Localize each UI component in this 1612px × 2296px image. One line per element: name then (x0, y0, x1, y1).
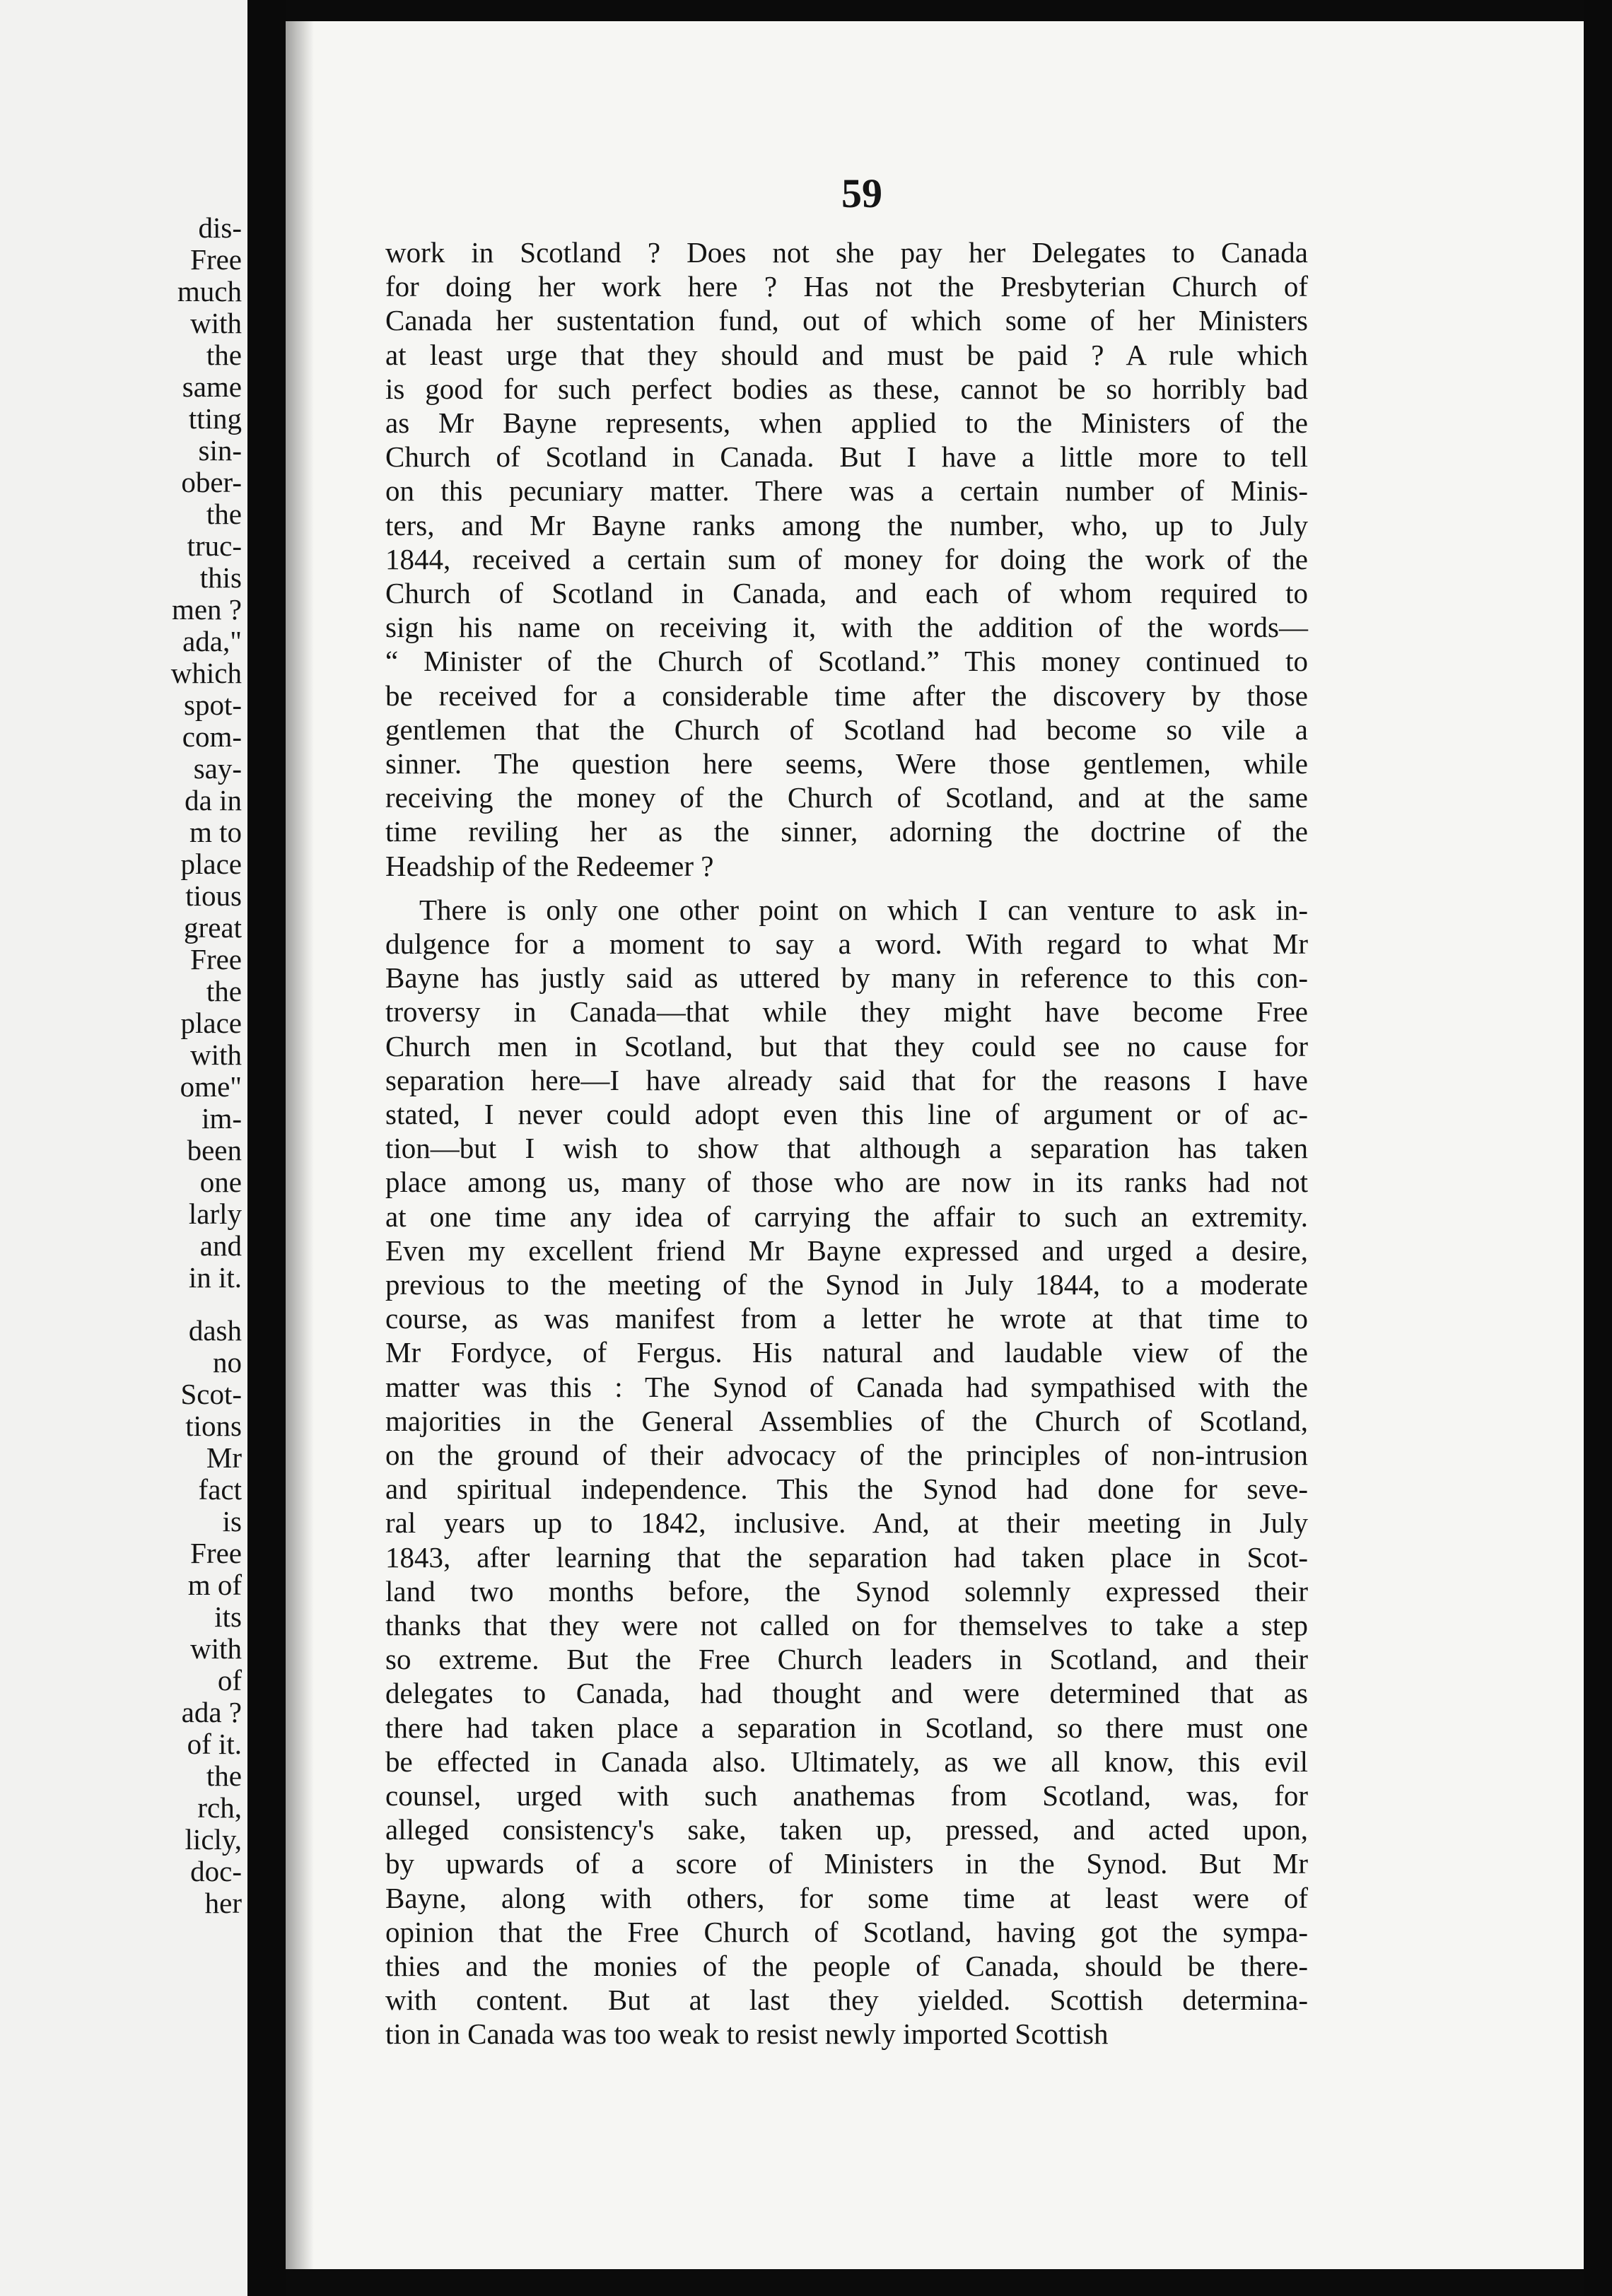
text-line: troversy in Canada—that while they might have become Free (385, 995, 1308, 1029)
left-page-fragment: with (190, 1038, 242, 1071)
left-page-fragment: Free (190, 1537, 242, 1569)
text-line: ters, and Mr Bayne ranks among the number, who, up to July (385, 508, 1308, 541)
text-line: so extreme. But the Free Church leaders in Scotland, and their (385, 1643, 1308, 1676)
left-page-fragment: da in (185, 784, 242, 816)
text-line: separation here—I have already said that for the reasons I have (385, 1063, 1308, 1096)
left-page-fragment: rch, (197, 1791, 242, 1824)
text-line: work in Scotland ? Does not she pay her Delegates to Canada (385, 236, 1308, 269)
text-line: Bayne, along with others, for some time at least were of (385, 1881, 1308, 1914)
left-page-fragment: ada," (182, 625, 242, 657)
text-line: sign his name on receiving it, with the addition of the words— (385, 611, 1308, 644)
page-number: 59 (841, 170, 882, 216)
text-line: ral years up to 1842, inclusive. And, at their meeting in July (385, 1506, 1308, 1540)
left-page-fragment: her (204, 1887, 242, 1919)
left-page-fragment: dash (188, 1314, 242, 1347)
text-line: 1844, received a certain sum of money for doing the work of the (385, 542, 1308, 575)
text-line: Church of Scotland in Canada. But I have a little more to tell (385, 440, 1308, 474)
left-page-fragment: and (199, 1229, 242, 1262)
text-line: place among us, many of those who are now in its ranks had not (385, 1166, 1308, 1199)
left-page-fragment: m to (189, 816, 242, 848)
left-page-fragment: tious (185, 879, 242, 912)
text-line: land two months before, the Synod solemnly expressed their (385, 1574, 1308, 1607)
text-line: 1843, after learning that the separation had taken place in Scot- (385, 1540, 1308, 1574)
book-gutter (247, 0, 286, 2296)
left-page-fragment: Scot- (180, 1378, 242, 1410)
text-line: stated, I never could adopt even this line of argument or of ac- (385, 1098, 1308, 1130)
text-line: as Mr Bayne represents, when applied to the Ministers of the (385, 406, 1308, 439)
spine-shadow (286, 21, 314, 2269)
right-scan-border (1584, 0, 1612, 2296)
text-line: time reviling her as the sinner, adorning the doctrine of the (385, 815, 1308, 848)
left-page-fragment: com- (182, 720, 242, 753)
text-line: there had taken place a separation in Scotland, so there must one (385, 1711, 1308, 1744)
text-line: and spiritual independence. This the Synod had done for seve- (385, 1472, 1308, 1506)
left-page-fragment: the (206, 1759, 242, 1792)
left-page-fragment: same (182, 370, 242, 403)
text-line: Mr Fordyce, of Fergus. His natural and laudable view of the (385, 1336, 1308, 1369)
left-page-fragment: fact (198, 1473, 242, 1506)
text-line: majorities in the General Assemblies of the Church of Scotland, (385, 1404, 1308, 1437)
text-line: “ Minister of the Church of Scotland.” This money continued to (385, 645, 1308, 678)
left-page-edge (0, 0, 247, 2296)
text-line: alleged consistency's sake, taken up, pressed, and acted upon, (385, 1813, 1308, 1846)
left-page-fragment: the (206, 975, 242, 1007)
left-page-fragment: truc- (187, 529, 242, 562)
left-page-fragment: ome" (180, 1070, 242, 1103)
text-line: course, as was manifest from a letter he wrote at that time to (385, 1302, 1308, 1335)
left-page-fragment: the (206, 339, 242, 371)
text-line: tion in Canada was too weak to resist newly imported Scottish (385, 2017, 1109, 2051)
text-line: thies and the monies of the people of Canada, should be there- (385, 1950, 1308, 1982)
text-line: on this pecuniary matter. There was a certain number of Minis- (385, 474, 1308, 508)
text-line: at least urge that they should and must be paid ? A rule which (385, 338, 1308, 371)
text-line: by upwards of a score of Ministers in the Synod. But Mr (385, 1847, 1308, 1880)
left-page-fragment: m of (187, 1569, 242, 1601)
text-line: Bayne has justly said as uttered by many in reference to this con- (385, 961, 1308, 995)
text-line: be received for a considerable time after the discovery by those (385, 679, 1308, 712)
left-page-fragment: larly (188, 1197, 242, 1230)
text-line: with content. But at last they yielded. Scottish determina- (385, 1984, 1308, 2017)
text-line: counsel, urged with such anathemas from Scotland, was, for (385, 1779, 1308, 1812)
left-page-fragment: which (170, 657, 242, 689)
left-page-fragment: been (187, 1134, 242, 1166)
text-line: matter was this : The Synod of Canada had sympathised with the (385, 1370, 1308, 1403)
text-line: receiving the money of the Church of Scotland, and at the same (385, 781, 1308, 814)
text-line: sinner. The question here seems, Were those gentlemen, while (385, 747, 1308, 780)
left-page-fragment: no (213, 1346, 242, 1378)
left-page-fragment: Free (190, 243, 242, 276)
text-line: is good for such perfect bodies as these, cannot be so horribly bad (385, 372, 1308, 405)
text-line: Church of Scotland in Canada, and each of whom required to (385, 577, 1308, 609)
left-page-fragment: tting (188, 402, 242, 435)
text-line: on the ground of their advocacy of the principles of non-intrusion (385, 1439, 1308, 1471)
text-line: be effected in Canada also. Ultimately, as we all know, this evil (385, 1745, 1308, 1778)
left-page-fragment: say- (193, 752, 242, 785)
text-line: previous to the meeting of the Synod in July 1844, to a moderate (385, 1268, 1308, 1301)
left-page-fragment: doc- (190, 1855, 242, 1887)
left-page-fragment: one (199, 1166, 242, 1198)
text-line: opinion that the Free Church of Scotland, having got the sympa- (385, 1915, 1308, 1948)
text-line: Canada her sustentation fund, out of which some of her Ministers (385, 304, 1308, 337)
left-page-fragment: its (214, 1600, 242, 1633)
text-line: at one time any idea of carrying the affair to such an extremity. (385, 1200, 1308, 1233)
left-page-fragment: Mr (206, 1441, 242, 1474)
left-page-fragment: place (180, 848, 242, 880)
text-line: dulgence for a moment to say a word. With regard to what Mr (385, 927, 1308, 960)
text-line: gentlemen that the Church of Scotland had become so vile a (385, 713, 1308, 746)
left-page-fragment: much (177, 275, 242, 308)
left-page-fragment: in it. (188, 1261, 242, 1294)
text-line: Church men in Scotland, but that they could see no cause for (385, 1029, 1308, 1062)
left-page-fragment: spot- (184, 689, 242, 721)
text-line: for doing her work here ? Has not the Presbyterian Church of (385, 270, 1308, 303)
left-page-fragment: is (222, 1505, 242, 1538)
left-page-fragment: ober- (181, 466, 242, 498)
left-page-fragment: tions (185, 1410, 242, 1442)
left-page-fragment: this (199, 561, 242, 594)
left-page-fragment: licly, (185, 1823, 242, 1856)
left-page-fragment: of (217, 1664, 242, 1697)
left-page-fragment: of it. (187, 1728, 242, 1760)
left-page-fragment: place (180, 1007, 242, 1039)
left-page-fragment: great (184, 911, 242, 944)
text-line: delegates to Canada, had thought and were determined that as (385, 1677, 1308, 1710)
text-line: Headship of the Redeemer ? (385, 849, 714, 882)
text-line: There is only one other point on which I can venture to ask in- (419, 893, 1308, 926)
left-page-fragment: im- (202, 1102, 242, 1135)
left-page-fragment: with (190, 1632, 242, 1665)
left-page-fragment: ada ? (181, 1696, 242, 1728)
left-page-fragment: Free (190, 943, 242, 976)
left-page-fragment: dis- (198, 211, 242, 244)
left-page-fragment: with (190, 307, 242, 339)
left-page-fragment: men ? (171, 593, 242, 626)
text-line: Even my excellent friend Mr Bayne expressed and urged a desire, (385, 1234, 1308, 1267)
left-page-fragment: sin- (198, 434, 242, 467)
left-page-fragment: the (206, 498, 242, 530)
text-line: thanks that they were not called on for themselves to take a step (385, 1609, 1308, 1641)
text-line: tion—but I wish to show that although a separation has taken (385, 1132, 1308, 1165)
